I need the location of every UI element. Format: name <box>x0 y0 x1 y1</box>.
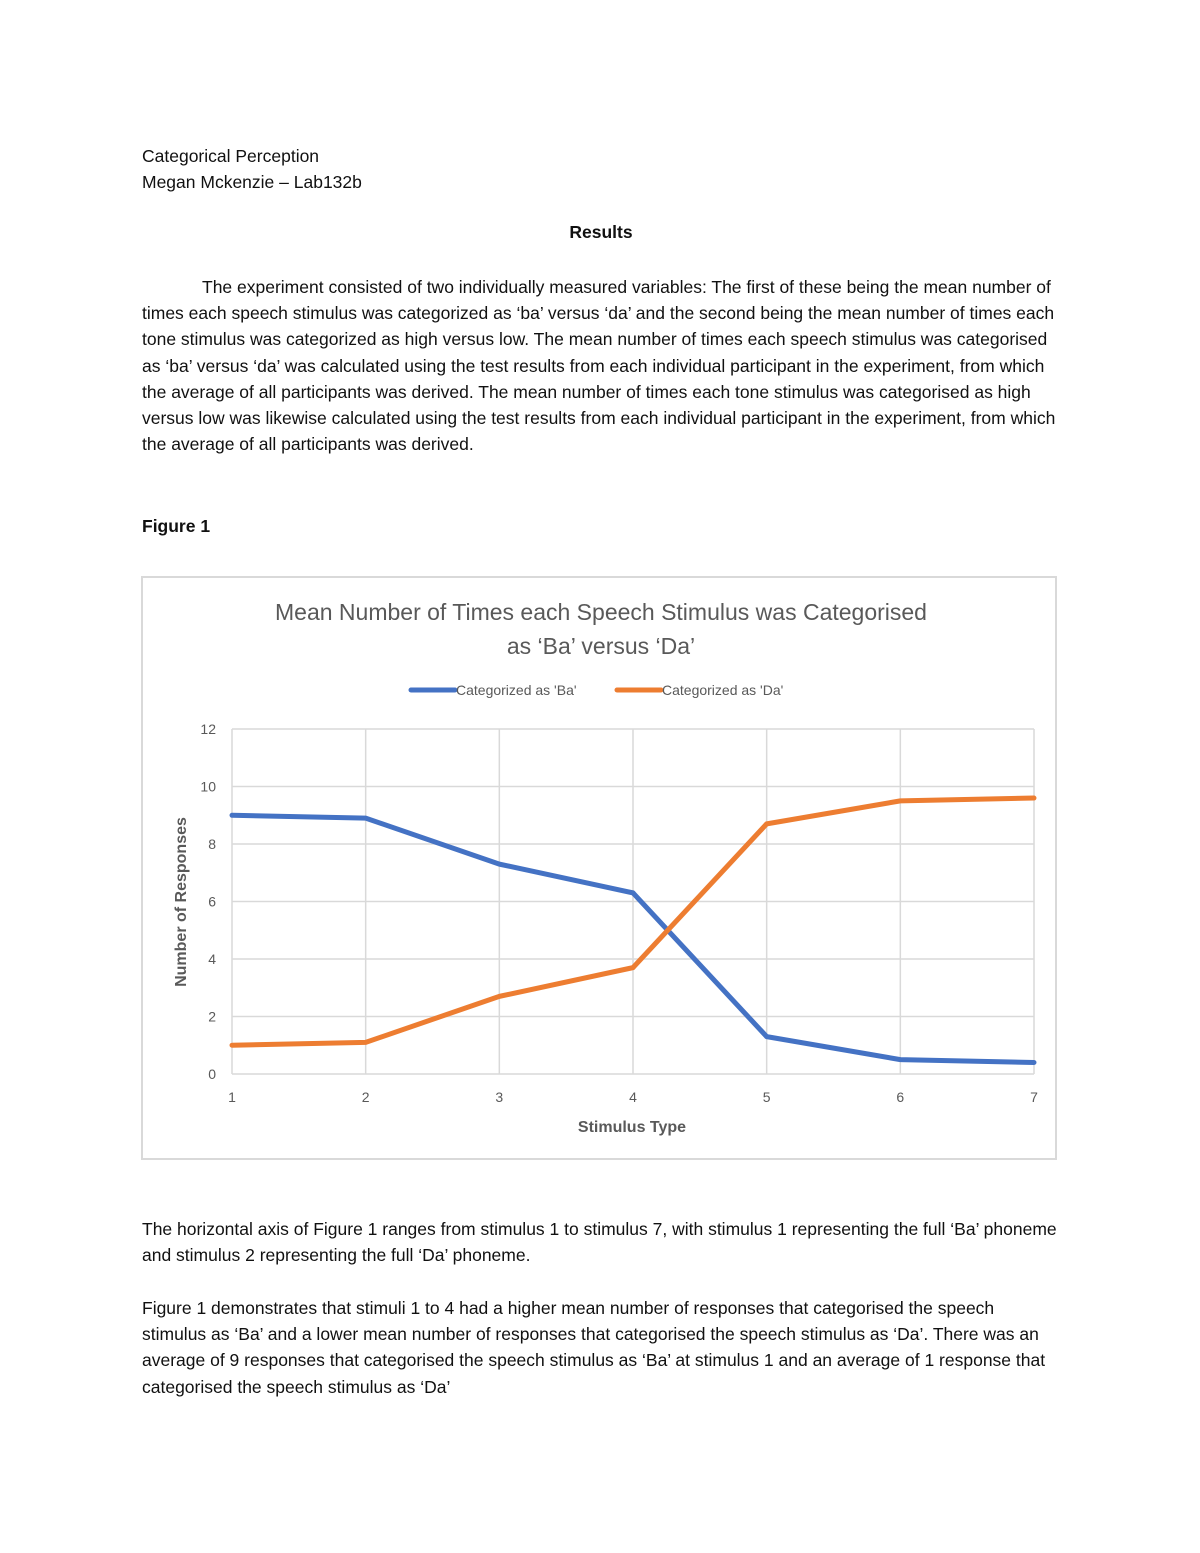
y-tick-label: 8 <box>208 836 216 852</box>
x-axis-ticks <box>228 1089 1038 1105</box>
y-axis-ticks <box>200 721 216 1082</box>
y-axis-title: Number of Responses <box>173 817 190 987</box>
legend-label: Categorized as 'Da' <box>662 682 784 698</box>
chart-gridlines <box>232 729 1034 1074</box>
y-tick-label: 12 <box>200 721 216 737</box>
figure-label: Figure 1 <box>142 516 211 536</box>
document-title: Categorical Perception <box>142 146 320 166</box>
paragraph-2 <box>142 1216 1062 1268</box>
paragraph-3-text: Figure 1 demonstrates that stimuli 1 to 4 had a higher mean number of responses that categorised the speech stimulus as ‘Ba’ and a lower mean number of responses that categorised the speech stimulus as ‘Da’. There was an average of 9 responses that categorised the speech stimulus as ‘Ba’ at stimulus 1 and an average of 1 response that categorised the speech stimulus as ‘Da’ <box>142 1298 1046 1397</box>
y-tick-label: 4 <box>208 951 216 967</box>
intro-paragraph <box>142 274 1062 457</box>
x-tick-label: 1 <box>228 1089 236 1105</box>
section-heading: Results <box>569 222 633 242</box>
x-tick-label: 5 <box>762 1089 771 1105</box>
author-line: Megan Mckenzie – Lab132b <box>142 172 362 192</box>
x-tick-label: 7 <box>1030 1089 1038 1105</box>
chart-title-line2: as ‘Ba’ versus ‘Da’ <box>506 633 696 659</box>
chart-title-line1: Mean Number of Times each Speech Stimulus was Categorised <box>275 599 927 625</box>
intro-paragraph-text: The experiment consisted of two individually measured variables: The first of these being the mean number of times each speech stimulus was categorized as ‘ba’ versus ‘da’ and the second being the mean number of times each tone stimulus was categorized as high versus low. The mean number of times each speech stimulus was categorised as ‘ba’ versus ‘da’ was calculated using the test results from each individual participant in the experiment, from which the average of all participants was derived. The mean number of times each tone stimulus was categorised as high versus low was likewise calculated using the test results from each individual participant in the experiment, from which the average of all participants was derived. <box>142 277 1056 455</box>
chart-legend <box>411 682 783 698</box>
x-tick-label: 6 <box>896 1089 905 1105</box>
line-chart <box>143 578 1059 1162</box>
x-tick-label: 4 <box>629 1089 637 1105</box>
legend-label: Categorized as 'Ba' <box>456 682 577 698</box>
y-tick-label: 10 <box>200 778 216 795</box>
x-axis-title: Stimulus Type <box>577 1119 687 1136</box>
y-tick-label: 6 <box>208 893 216 910</box>
x-tick-label: 2 <box>361 1089 370 1105</box>
y-tick-label: 0 <box>208 1066 216 1082</box>
y-tick-label: 2 <box>208 1008 216 1025</box>
x-tick-label: 3 <box>495 1089 504 1105</box>
paragraph-3 <box>142 1295 1062 1400</box>
paragraph-2-text: The horizontal axis of Figure 1 ranges from stimulus 1 to stimulus 7, with stimulus 1 representing the full ‘Ba’ phoneme and stimulus 2 representing the full ‘Da’ phoneme. <box>142 1219 1057 1266</box>
chart-container <box>141 576 1057 1160</box>
